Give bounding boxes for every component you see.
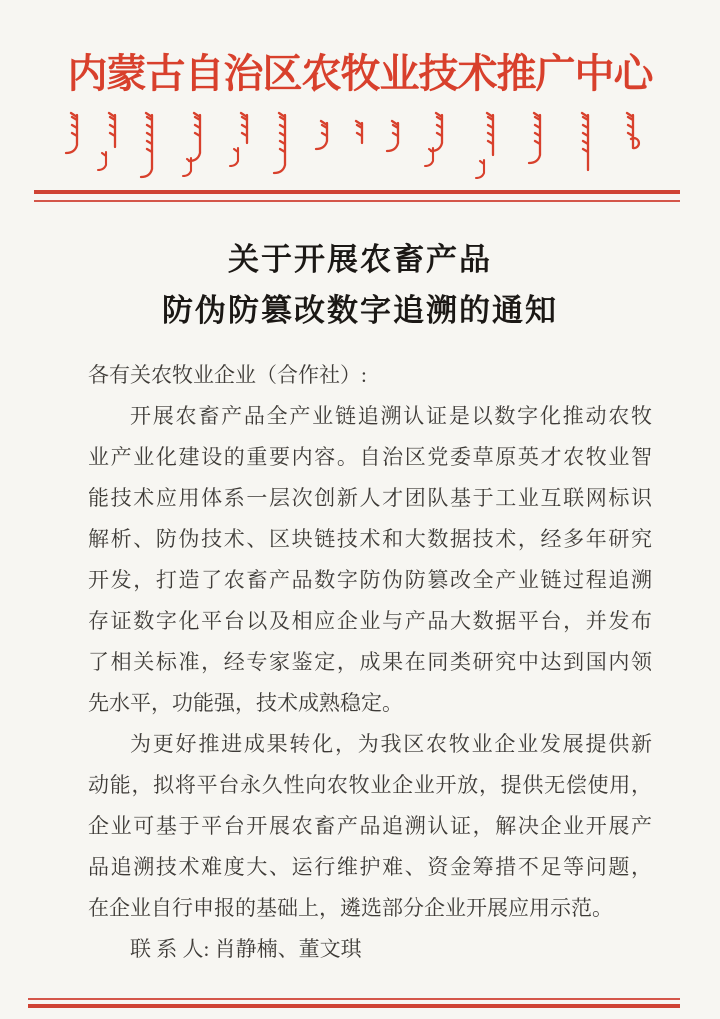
body-text-line: 为更好推进成果转化，为我区农牧业企业发展提供新 [130, 732, 652, 756]
body-text-line: 品追溯技术难度大、运行维护难、资金筹措不足等问题， [88, 855, 652, 879]
document-title-line-2: 防伪防篡改数字追溯的通知 [162, 293, 558, 328]
body-text-line: 动能，拟将平台永久性向农牧业企业开放，提供无偿使用， [88, 773, 652, 797]
body-text-line: 能技术应用体系一层次创新人才团队基于工业互联网标识 [88, 486, 652, 510]
org-name-header: 内蒙古自治区农牧业技术推广中心 [67, 51, 653, 96]
footer-divider-thin-line [28, 998, 680, 1000]
document-title-line-1: 关于开展农畜产品 [228, 242, 492, 277]
body-text-line: 开发，打造了农畜产品数字防伪防篡改全产业链过程追溯 [88, 568, 652, 592]
header-divider-thick-line [34, 190, 680, 194]
body-text-line: 在企业自行申报的基础上，遴选部分企业开展应用示范。 [88, 896, 613, 920]
footer-divider-thick-line [28, 1004, 680, 1008]
body-text-line: 了相关标准，经专家鉴定，成果在同类研究中达到国内领 [88, 650, 652, 674]
body-text-line: 解析、防伪技术、区块链技术和大数据技术，经多年研究 [88, 527, 652, 551]
body-text-line: 先水平，功能强，技术成熟稳定。 [88, 691, 403, 715]
body-text-line: 存证数字化平台以及相应企业与产品大数据平台，并发布 [88, 609, 652, 633]
body-text-line: 业产业化建设的重要内容。自治区党委草原英才农牧业智 [88, 445, 652, 469]
header-divider-rule [34, 190, 680, 202]
salutation-line: 各有关农牧业企业（合作社）: [88, 363, 367, 387]
document-body [88, 355, 652, 970]
body-text-line: 企业可基于平台开展农畜产品追溯认证，解决企业开展产 [88, 814, 652, 838]
body-text-line: 开展农畜产品全产业链追溯认证是以数字化推动农牧 [130, 404, 652, 428]
footer-divider-rule [28, 998, 680, 1008]
mongolian-script-text [36, 110, 684, 190]
document-title [0, 234, 720, 336]
header-divider-thin-line [34, 200, 680, 202]
contact-line: 联 系 人: 肖静楠、董文琪 [130, 937, 362, 961]
